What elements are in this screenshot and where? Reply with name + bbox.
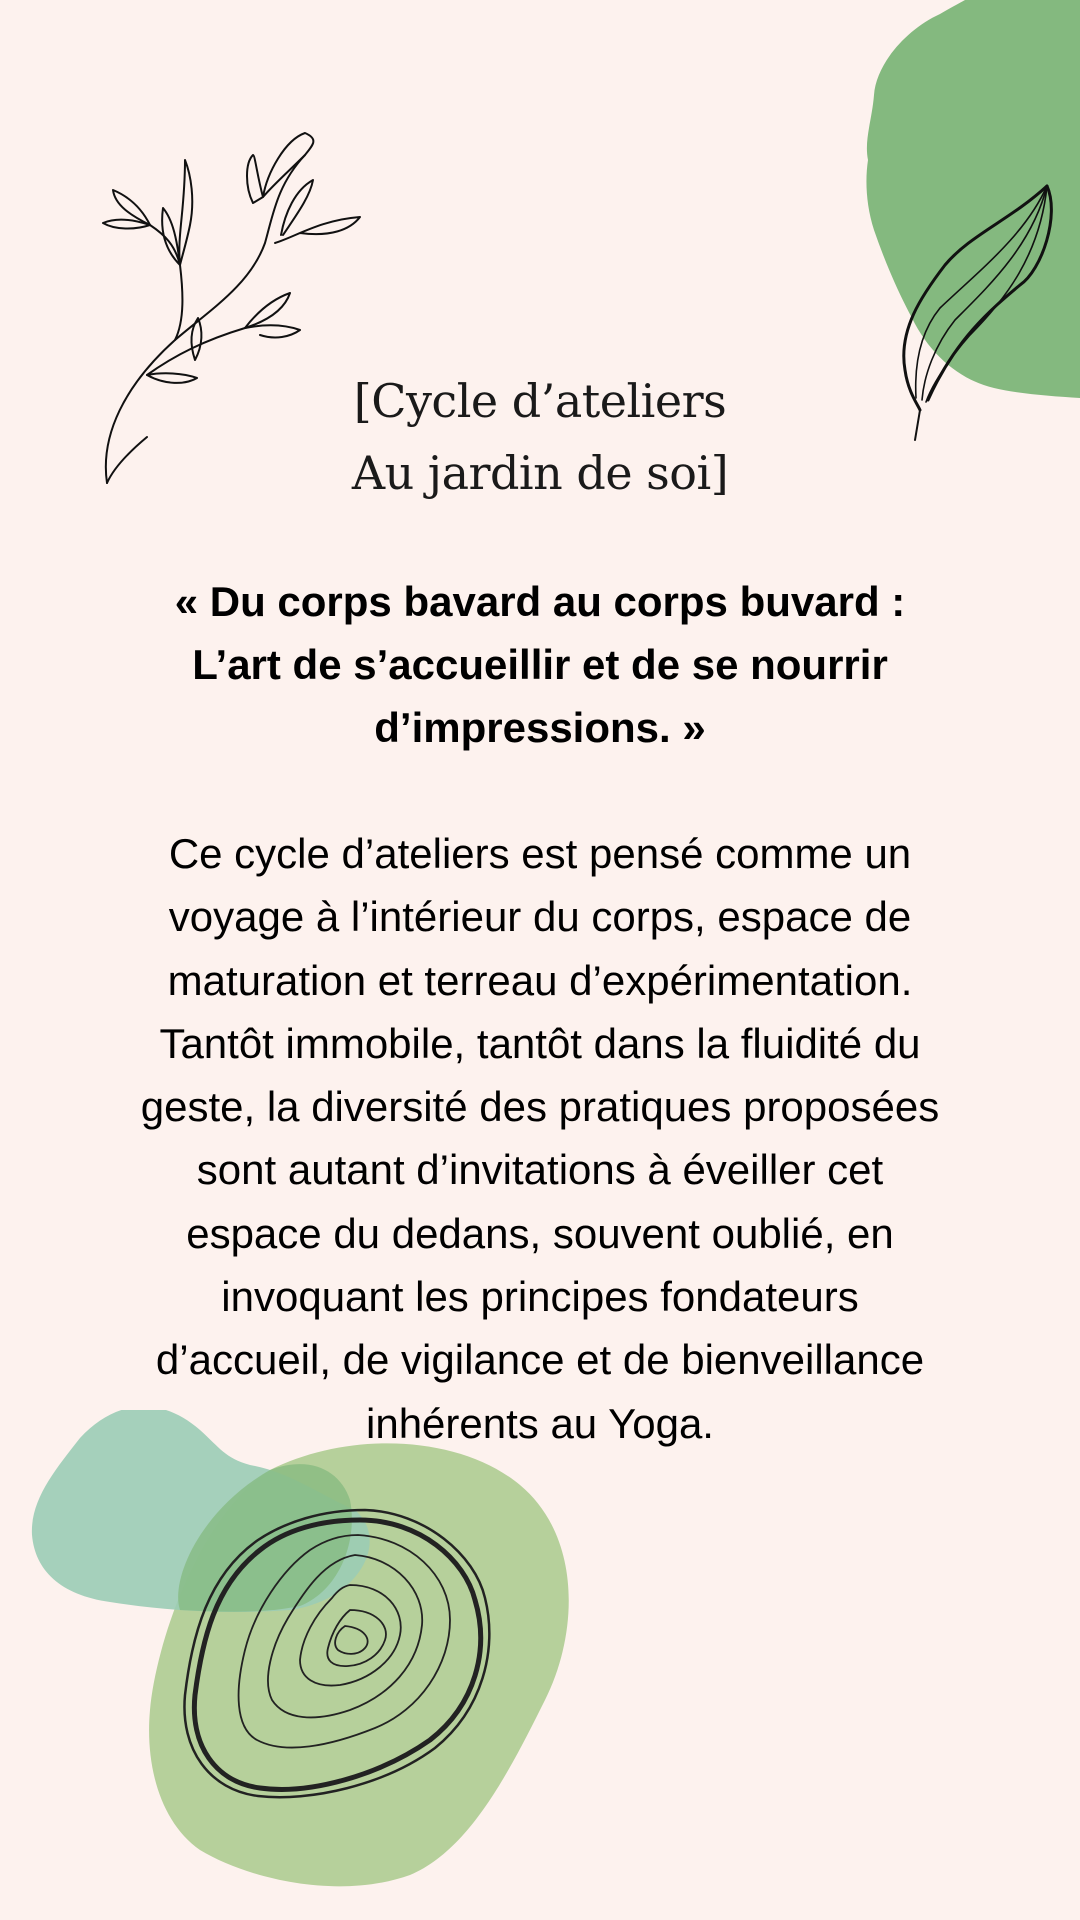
body-line: invoquant les principes fondateurs: [221, 1273, 859, 1321]
body-line: Tantôt immobile, tantôt dans la fluidité du: [159, 1019, 921, 1067]
title-line-2: Au jardin de soi]: [351, 446, 729, 500]
body-line: espace du dedans, souvent oublié, en: [186, 1209, 894, 1257]
body-line: maturation et terreau d’expérimentation.: [167, 956, 913, 1004]
title-line-1: [Cycle d’ateliers: [353, 374, 727, 428]
body-line: inhérents au Yoga.: [366, 1399, 714, 1447]
body-line: sont autant d’invitations à éveiller cet: [196, 1146, 884, 1194]
top-right-decoration: [860, 0, 1080, 450]
body-line: voyage à l’intérieur du corps, espace de: [168, 893, 912, 941]
body-line: d’accueil, de vigilance et de bienveillance: [155, 1336, 925, 1384]
body-line: Ce cycle d’ateliers est pensé comme un: [168, 830, 912, 877]
title: [300, 365, 780, 509]
top-right-green-blob: [866, 0, 1080, 398]
headline-line-1: « Du corps bavard au corps buvard :: [174, 578, 906, 625]
body-line: geste, la diversité des pratiques proposées: [140, 1083, 940, 1131]
headline-line-2: L’art de s’accueillir et de se nourrir: [192, 641, 888, 688]
headline-line-3: d’impressions. »: [374, 704, 706, 751]
headline: [80, 570, 1000, 759]
body-paragraph: [80, 822, 1000, 1455]
bottom-decoration: [20, 1410, 640, 1890]
